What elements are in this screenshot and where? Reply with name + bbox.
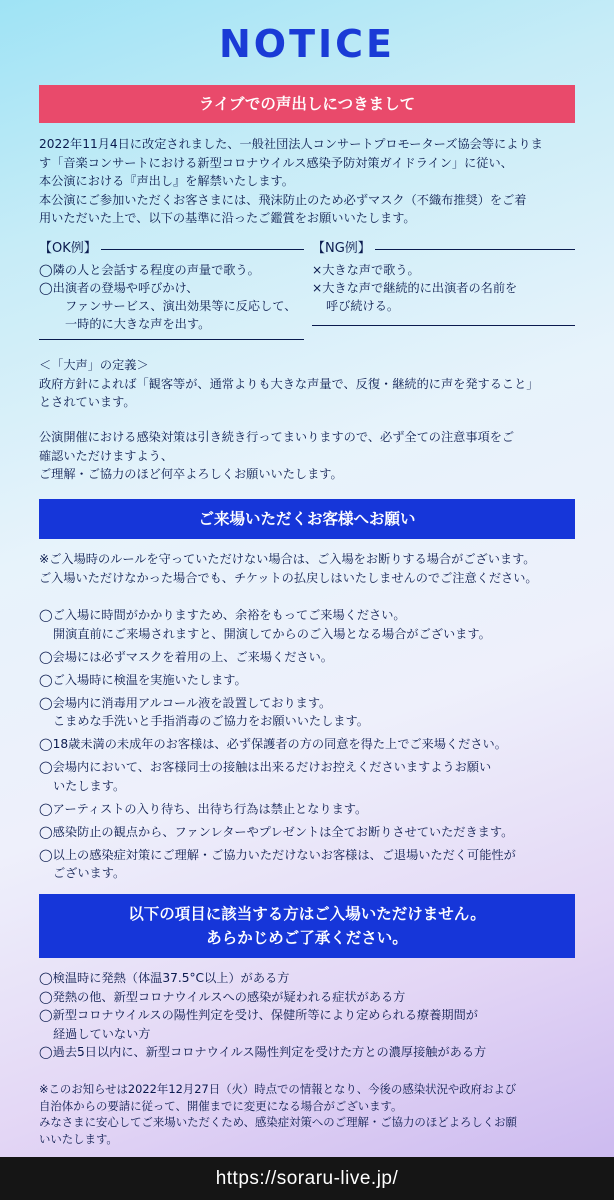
ng-bottom-rule (312, 325, 575, 326)
intro-line: 本公演における『声出し』を解禁いたします。 (39, 174, 294, 188)
entry-refusal-list (39, 969, 579, 1062)
intro-line: 用いただいた上で、以下の基準に沿ったご鑑賞をお願いいたします。 (39, 211, 416, 225)
ok-item: ◯隣の人と会話する程度の声量で歌う。 (39, 263, 260, 277)
closing-line: 公演開催における感染対策は引き続き行ってまいりますので、必ず全ての注意事項をご (39, 430, 515, 444)
entry-refusal-title-line2: あらかじめご了承ください。 (206, 929, 408, 947)
definition-line: とされています。 (39, 395, 136, 409)
closing-line: 確認いただけますよう、 (39, 448, 174, 463)
ok-item-cont: 一時的に大きな声を出す。 (65, 317, 211, 331)
list-item: ◯発熱の他、新型コロナウイルスへの感染が疑われる症状がある方 (39, 989, 406, 1004)
voice-section-title: ライブでの声出しにつきまして (198, 94, 416, 113)
definition-line: 政府方針によれば「観客等が、通常よりも大きな声量で、反復・継続的に声を発すること」 (39, 376, 539, 391)
visitor-request-title: ご来場いただくお客様へお願い (198, 509, 416, 528)
ng-item-cont: 呼び続ける。 (326, 299, 400, 313)
entry-refusal-title-line1: 以下の項目に該当する方はご入場いただけません。 (128, 904, 486, 923)
footnote (39, 1081, 579, 1147)
footnote-line: 自治体からの要請に従って、開催までに変更になる場合がございます。 (39, 1098, 403, 1113)
ok-item-cont: ファンサービス、演出効果等に反応して、 (65, 299, 297, 313)
ng-heading-rule (375, 249, 575, 250)
footnote-line: ※このお知らせは2022年12月27日（火）時点での情報となり、今後の感染状況や政府および (39, 1082, 517, 1096)
ok-heading-row (39, 240, 304, 258)
list-item: ◯過去5日以内に、新型コロナウイルス陽性判定を受けた方との濃厚接触がある方 (39, 1045, 487, 1059)
closing-line: ご理解・ご協力のほど何卒よろしくお願いいたします。 (39, 467, 343, 481)
list-item: ◯会場内に消毒用アルコール液を設置しております。 こまめな手洗いと手指消毒のご協力をお願いいたします。 (39, 695, 369, 728)
list-item: ◯ご入場時に検温を実施いたします。 (39, 672, 247, 687)
note-line: ご入場いただけなかった場合でも、チケットの払戻しはいたしませんのでご注意ください。 (39, 570, 538, 585)
list-item: ◯会場内において、お客様同士の接触は出来るだけお控えくださいますようお願い いたします。 (39, 760, 492, 793)
definition-heading: ＜「大声」の定義＞ (39, 358, 149, 372)
ng-heading: 【NG例】 (312, 241, 371, 256)
visitor-request-list (39, 606, 579, 887)
list-item: ◯以上の感染症対策にご理解・ご協力いただけないお客様は、ご退場いただく可能性が ございます。 (39, 847, 516, 880)
note-line: ※ご入場時のルールを守っていただけない場合は、ご入場をお断りする場合がございます。 (39, 552, 536, 566)
ng-heading-row (312, 240, 575, 258)
list-item: ◯感染防止の観点から、ファンレターやプレゼントは全てお断りさせていただきます。 (39, 824, 514, 839)
ng-item: ×大きな声で継続的に出演者の名前を (312, 281, 518, 295)
list-item: ◯新型コロナウイルスの陽性判定を受け、保健所等により定められる療養期間が 経過していない方 (39, 1008, 478, 1041)
list-item: ◯アーティストの入り待ち、出待ち行為は禁止となります。 (39, 801, 368, 816)
ng-examples (312, 240, 575, 326)
voice-intro (39, 135, 579, 228)
voice-closing (39, 428, 579, 484)
ok-examples (39, 240, 304, 340)
ok-heading: 【OK例】 (39, 241, 97, 256)
footer-bar (0, 1157, 614, 1200)
footnote-line: いいたします。 (39, 1131, 118, 1146)
ok-item: ◯出演者の登場や呼びかけ、 (39, 281, 199, 295)
footnote-line: みなさまに安心してご来場いただくため、感染症対策へのご理解・ご協力のほどよろしくお願 (39, 1115, 517, 1129)
list-item: ◯ご入場に時間がかかりますため、余裕をもってご来場ください。 開演直前にご来場されますと、開演してからのご入場となる場合がございます。 (39, 608, 491, 641)
list-item: ◯検温時に発熱（体温37.5°C以上）がある方 (39, 971, 290, 985)
ng-item: ×大きな声で歌う。 (312, 263, 420, 277)
page-title: NOTICE (218, 22, 395, 66)
visitor-request-banner (39, 499, 575, 539)
entry-rules-notes (39, 550, 579, 587)
intro-line: 2022年11月4日に改定されました、一般社団法人コンサートプロモーターズ協会等によりま (39, 137, 543, 151)
intro-line: す「音楽コンサートにおける新型コロナウイルス感染予防対策ガイドライン」に従い、 (39, 155, 513, 170)
list-item: ◯18歳未満の未成年のお客様は、必ず保護者の方の同意を得た上でご来場ください。 (39, 737, 507, 751)
ok-bottom-rule (39, 339, 304, 340)
voice-section-banner (39, 85, 575, 123)
list-item: ◯会場には必ずマスクを着用の上、ご来場ください。 (39, 649, 333, 664)
loud-voice-definition (39, 356, 579, 412)
intro-line: 本公演にご参加いただくお客さまには、飛沫防止のため必ずマスク（不織布推奨）をご着 (39, 192, 527, 207)
ok-heading-rule (101, 249, 304, 250)
entry-refusal-banner (39, 894, 575, 958)
website-link[interactable]: https://soraru-live.jp/ (215, 1167, 399, 1189)
